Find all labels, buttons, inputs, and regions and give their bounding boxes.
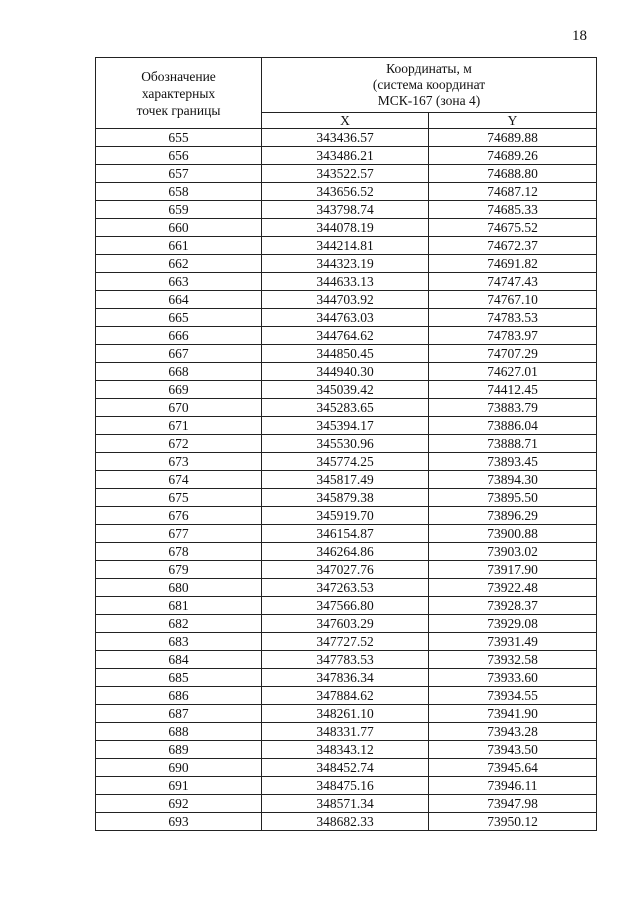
coordinates-table	[95, 57, 597, 831]
x-coordinate-cell: 347603.29	[262, 615, 429, 633]
x-coordinate-cell: 344323.19	[262, 255, 429, 273]
x-column-header: X	[262, 113, 429, 129]
table-row	[96, 633, 597, 651]
y-coordinate-cell: 73900.88	[429, 525, 597, 543]
point-id-cell: 661	[96, 237, 262, 255]
x-coordinate-cell: 344764.62	[262, 327, 429, 345]
x-coordinate-cell: 348343.12	[262, 741, 429, 759]
y-coordinate-cell: 73888.71	[429, 435, 597, 453]
table-row	[96, 201, 597, 219]
y-coordinate-cell: 73917.90	[429, 561, 597, 579]
y-coordinate-cell: 74675.52	[429, 219, 597, 237]
point-name-header-line1: Обозначение	[141, 68, 216, 84]
point-id-cell: 656	[96, 147, 262, 165]
point-id-cell: 666	[96, 327, 262, 345]
table-row	[96, 777, 597, 795]
x-coordinate-cell: 345879.38	[262, 489, 429, 507]
y-coordinate-cell: 73943.50	[429, 741, 597, 759]
y-coordinate-cell: 74707.29	[429, 345, 597, 363]
x-coordinate-cell: 343436.57	[262, 129, 429, 147]
x-coordinate-cell: 348261.10	[262, 705, 429, 723]
point-id-cell: 690	[96, 759, 262, 777]
y-coordinate-cell: 74688.80	[429, 165, 597, 183]
table-row	[96, 759, 597, 777]
coordinates-header-line1: Координаты, м	[386, 61, 472, 76]
point-id-cell: 678	[96, 543, 262, 561]
table-row	[96, 129, 597, 147]
point-id-cell: 686	[96, 687, 262, 705]
table-row	[96, 579, 597, 597]
y-coordinate-cell: 73922.48	[429, 579, 597, 597]
x-coordinate-cell: 347027.76	[262, 561, 429, 579]
table-row	[96, 471, 597, 489]
y-coordinate-cell: 74691.82	[429, 255, 597, 273]
y-coordinate-cell: 74783.97	[429, 327, 597, 345]
point-id-cell: 691	[96, 777, 262, 795]
point-id-cell: 670	[96, 399, 262, 417]
x-coordinate-cell: 347884.62	[262, 687, 429, 705]
point-id-cell: 692	[96, 795, 262, 813]
point-id-cell: 693	[96, 813, 262, 831]
point-id-cell: 682	[96, 615, 262, 633]
y-coordinate-cell: 73946.11	[429, 777, 597, 795]
point-name-header-line2: характерных	[141, 85, 216, 101]
point-id-cell: 658	[96, 183, 262, 201]
y-coordinate-cell: 74687.12	[429, 183, 597, 201]
x-coordinate-cell: 343798.74	[262, 201, 429, 219]
coordinates-header	[262, 58, 597, 113]
table-row	[96, 723, 597, 741]
point-id-cell: 665	[96, 309, 262, 327]
x-coordinate-cell: 343656.52	[262, 183, 429, 201]
x-coordinate-cell: 347836.34	[262, 669, 429, 687]
y-coordinate-cell: 73886.04	[429, 417, 597, 435]
y-coordinate-cell: 74767.10	[429, 291, 597, 309]
y-coordinate-cell: 74689.88	[429, 129, 597, 147]
point-id-cell: 689	[96, 741, 262, 759]
x-coordinate-cell: 343486.21	[262, 147, 429, 165]
point-id-cell: 676	[96, 507, 262, 525]
point-id-cell: 672	[96, 435, 262, 453]
y-coordinate-cell: 73943.28	[429, 723, 597, 741]
table-row	[96, 255, 597, 273]
table-row	[96, 147, 597, 165]
y-coordinate-cell: 73947.98	[429, 795, 597, 813]
point-id-cell: 664	[96, 291, 262, 309]
x-coordinate-cell: 345283.65	[262, 399, 429, 417]
table-row	[96, 345, 597, 363]
table-row	[96, 507, 597, 525]
y-coordinate-cell: 73928.37	[429, 597, 597, 615]
table-row	[96, 309, 597, 327]
table-row	[96, 291, 597, 309]
point-id-cell: 673	[96, 453, 262, 471]
x-coordinate-cell: 347566.80	[262, 597, 429, 615]
table-row	[96, 273, 597, 291]
x-coordinate-cell: 344850.45	[262, 345, 429, 363]
point-id-cell: 668	[96, 363, 262, 381]
point-id-cell: 657	[96, 165, 262, 183]
table-row	[96, 597, 597, 615]
table-body	[96, 129, 597, 831]
table-row	[96, 813, 597, 831]
header-row-top	[96, 58, 597, 113]
y-coordinate-cell: 73894.30	[429, 471, 597, 489]
y-coordinate-cell: 73950.12	[429, 813, 597, 831]
y-coordinate-cell: 74627.01	[429, 363, 597, 381]
point-id-cell: 688	[96, 723, 262, 741]
point-name-header-line3: точек границы	[136, 102, 221, 118]
y-coordinate-cell: 74783.53	[429, 309, 597, 327]
y-column-header: Y	[429, 113, 597, 129]
table-row	[96, 417, 597, 435]
point-id-cell: 659	[96, 201, 262, 219]
point-id-cell: 660	[96, 219, 262, 237]
x-coordinate-cell: 345394.17	[262, 417, 429, 435]
point-id-cell: 679	[96, 561, 262, 579]
y-coordinate-cell: 73931.49	[429, 633, 597, 651]
x-coordinate-cell: 347727.52	[262, 633, 429, 651]
x-coordinate-cell: 345919.70	[262, 507, 429, 525]
x-coordinate-cell: 345774.25	[262, 453, 429, 471]
table-row	[96, 237, 597, 255]
table-row	[96, 795, 597, 813]
y-coordinate-cell: 74689.26	[429, 147, 597, 165]
table-row	[96, 561, 597, 579]
table-row	[96, 669, 597, 687]
x-coordinate-cell: 344078.19	[262, 219, 429, 237]
x-coordinate-cell: 344703.92	[262, 291, 429, 309]
table-row	[96, 741, 597, 759]
point-id-cell: 667	[96, 345, 262, 363]
x-coordinate-cell: 344214.81	[262, 237, 429, 255]
table-row	[96, 183, 597, 201]
point-id-cell: 669	[96, 381, 262, 399]
coordinates-header-line2: (система координат	[372, 77, 486, 92]
x-coordinate-cell: 344940.30	[262, 363, 429, 381]
point-id-cell: 677	[96, 525, 262, 543]
x-coordinate-cell: 344763.03	[262, 309, 429, 327]
x-coordinate-cell: 348331.77	[262, 723, 429, 741]
y-coordinate-cell: 73932.58	[429, 651, 597, 669]
x-coordinate-cell: 345817.49	[262, 471, 429, 489]
point-id-cell: 681	[96, 597, 262, 615]
point-id-cell: 655	[96, 129, 262, 147]
point-id-cell: 684	[96, 651, 262, 669]
table-row	[96, 165, 597, 183]
point-id-cell: 683	[96, 633, 262, 651]
table-row	[96, 525, 597, 543]
x-coordinate-cell: 348571.34	[262, 795, 429, 813]
coordinates-header-line3: МСК-167 (зона 4)	[377, 93, 481, 108]
point-id-cell: 663	[96, 273, 262, 291]
y-coordinate-cell: 74747.43	[429, 273, 597, 291]
table-row	[96, 615, 597, 633]
point-id-cell: 671	[96, 417, 262, 435]
table-row	[96, 489, 597, 507]
point-id-cell: 687	[96, 705, 262, 723]
point-id-cell: 680	[96, 579, 262, 597]
x-coordinate-cell: 348452.74	[262, 759, 429, 777]
table-row	[96, 453, 597, 471]
y-coordinate-cell: 73893.45	[429, 453, 597, 471]
y-coordinate-cell: 73934.55	[429, 687, 597, 705]
x-coordinate-cell: 348682.33	[262, 813, 429, 831]
x-coordinate-cell: 344633.13	[262, 273, 429, 291]
point-id-cell: 685	[96, 669, 262, 687]
y-coordinate-cell: 73896.29	[429, 507, 597, 525]
table-row	[96, 399, 597, 417]
table-header	[96, 58, 597, 129]
x-coordinate-cell: 345530.96	[262, 435, 429, 453]
page-number: 18	[572, 28, 587, 44]
y-coordinate-cell: 73929.08	[429, 615, 597, 633]
y-coordinate-cell: 74412.45	[429, 381, 597, 399]
table-row	[96, 651, 597, 669]
y-coordinate-cell: 73933.60	[429, 669, 597, 687]
y-coordinate-cell: 74685.33	[429, 201, 597, 219]
x-coordinate-cell: 343522.57	[262, 165, 429, 183]
y-coordinate-cell: 73883.79	[429, 399, 597, 417]
table-row	[96, 543, 597, 561]
y-coordinate-cell: 73945.64	[429, 759, 597, 777]
table-row	[96, 219, 597, 237]
y-coordinate-cell: 74672.37	[429, 237, 597, 255]
point-name-header	[96, 58, 262, 129]
x-coordinate-cell: 345039.42	[262, 381, 429, 399]
table-row	[96, 687, 597, 705]
y-coordinate-cell: 73895.50	[429, 489, 597, 507]
point-id-cell: 674	[96, 471, 262, 489]
table-row	[96, 381, 597, 399]
point-id-cell: 675	[96, 489, 262, 507]
table-row	[96, 327, 597, 345]
point-id-cell: 662	[96, 255, 262, 273]
y-coordinate-cell: 73941.90	[429, 705, 597, 723]
x-coordinate-cell: 347263.53	[262, 579, 429, 597]
table-row	[96, 363, 597, 381]
table-row	[96, 705, 597, 723]
x-coordinate-cell: 346154.87	[262, 525, 429, 543]
y-coordinate-cell: 73903.02	[429, 543, 597, 561]
x-coordinate-cell: 348475.16	[262, 777, 429, 795]
x-coordinate-cell: 346264.86	[262, 543, 429, 561]
table-row	[96, 435, 597, 453]
x-coordinate-cell: 347783.53	[262, 651, 429, 669]
